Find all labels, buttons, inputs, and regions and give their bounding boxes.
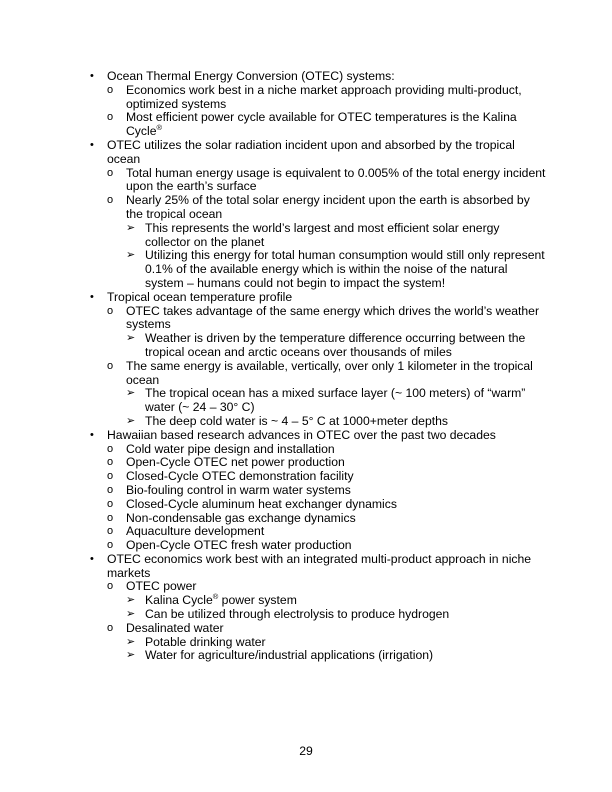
bullet-marker: o — [107, 83, 114, 96]
item-text: The same energy is available, vertically, over only 1 kilometer in the tropical ocean — [126, 358, 533, 387]
item-text: The tropical ocean has a mixed surface layer (~ 100 meters) of “warm” water (~ 24 – 30° C) — [145, 386, 526, 415]
list-item-level-2 — [88, 194, 548, 222]
item-text: Potable drinking water — [145, 634, 266, 649]
list-item-level-3 — [88, 332, 548, 360]
bullet-marker: o — [107, 525, 114, 538]
item-text: Open-Cycle OTEC fresh water production — [126, 538, 352, 553]
item-text: OTEC utilizes the solar radiation incident upon and absorbed by the tropical ocean — [107, 137, 515, 166]
item-text: The deep cold water is ~ 4 – 5° C at 1000+meter depths — [145, 413, 448, 428]
list-item-level-3 — [88, 249, 548, 290]
list-item-level-2 — [88, 539, 548, 553]
bullet-marker: • — [90, 552, 94, 565]
bullet-marker: ➢ — [126, 635, 136, 648]
list-item-level-2 — [88, 305, 548, 333]
item-text: Tropical ocean temperature profile — [107, 289, 293, 304]
item-text: Water for agriculture/industrial applications (irrigation) — [145, 648, 434, 663]
bullet-marker: o — [107, 456, 114, 469]
list-item-level-2 — [88, 443, 548, 457]
item-text: Bio-fouling control in warm water systems — [126, 482, 351, 497]
bullet-marker: o — [107, 304, 114, 317]
bullet-outline — [88, 70, 548, 663]
item-text: Nearly 25% of the total solar energy incident upon the earth is absorbed by the tropical ocean — [126, 193, 530, 221]
list-item-level-3 — [88, 387, 548, 415]
item-text-tail: power system — [218, 593, 297, 608]
list-item-level-1 — [88, 553, 548, 581]
item-text: Ocean Thermal Energy Conversion (OTEC) systems: — [107, 69, 395, 83]
bullet-marker: • — [90, 290, 94, 303]
item-text: Utilizing this energy for total human consumption would still only represent 0.1% of the available energy which is within the noise of the natural system – humans could not begin to impact the system! — [145, 248, 545, 290]
item-text: Economics work best in a niche market approach providing multi-product, optimized systems — [126, 82, 522, 111]
bullet-marker: o — [107, 539, 114, 552]
list-item-level-2 — [88, 512, 548, 526]
item-text: OTEC takes advantage of the same energy which drives the world’s weather systems — [126, 303, 540, 332]
page-number: 29 — [299, 744, 313, 758]
list-item-level-2 — [88, 167, 548, 195]
list-item-level-2 — [88, 622, 548, 636]
document-body — [88, 70, 548, 663]
list-item-level-3 — [88, 415, 548, 429]
registered-mark: ® — [156, 123, 163, 133]
item-text: Non-condensable gas exchange dynamics — [126, 510, 356, 525]
list-item-level-2 — [88, 84, 548, 112]
bullet-marker: ➢ — [126, 649, 136, 662]
list-item-level-2 — [88, 470, 548, 484]
item-text: Total human energy usage is equivalent to 0.005% of the total energy incident upon the earth’s surface — [126, 165, 546, 194]
bullet-marker: o — [107, 483, 114, 496]
list-item-level-2 — [88, 484, 548, 498]
list-item-level-2 — [88, 111, 548, 139]
bullet-marker: • — [90, 138, 94, 151]
item-text: Most efficient power cycle available for OTEC temperatures is the Kalina Cycle — [126, 110, 517, 139]
list-item-level-1 — [88, 139, 548, 167]
list-item-level-3 — [88, 649, 548, 663]
list-item-level-3 — [88, 222, 548, 250]
bullet-marker: o — [107, 166, 114, 179]
item-text: Open-Cycle OTEC net power production — [126, 455, 345, 470]
bullet-marker: ➢ — [126, 249, 136, 262]
bullet-marker: o — [107, 621, 114, 634]
bullet-marker: o — [107, 580, 114, 593]
bullet-marker: ➢ — [126, 387, 136, 400]
list-item-level-2 — [88, 498, 548, 512]
item-text: Kalina Cycle — [145, 593, 213, 608]
bullet-marker: ➢ — [126, 608, 136, 621]
bullet-marker: • — [90, 428, 94, 441]
item-text: Closed-Cycle OTEC demonstration facility — [126, 469, 354, 484]
item-text: Hawaiian based research advances in OTEC over the past two decades — [107, 427, 496, 442]
item-text: Desalinated water — [126, 620, 224, 635]
bullet-marker: o — [107, 111, 114, 124]
bullet-marker: o — [107, 359, 114, 372]
item-text: Aquaculture development — [126, 524, 265, 539]
list-item-level-1 — [88, 70, 548, 84]
bullet-marker: o — [107, 511, 114, 524]
bullet-marker: ➢ — [126, 332, 136, 345]
bullet-marker: o — [107, 194, 114, 207]
list-item-level-2 — [88, 525, 548, 539]
list-item-level-2 — [88, 360, 548, 388]
bullet-marker: ➢ — [126, 221, 136, 234]
list-item-level-3 — [88, 636, 548, 650]
bullet-marker: o — [107, 442, 114, 455]
list-item-level-3 — [88, 594, 548, 608]
bullet-marker: o — [107, 497, 114, 510]
item-text: Cold water pipe design and installation — [126, 441, 335, 456]
item-text: Weather is driven by the temperature difference occurring between the tropical ocean and arctic oceans over thousands of miles — [145, 331, 526, 359]
registered-mark: ® — [212, 592, 219, 602]
bullet-marker: ➢ — [126, 414, 136, 427]
item-text: Can be utilized through electrolysis to produce hydrogen — [145, 607, 450, 622]
item-text: OTEC economics work best with an integrated multi-product approach in niche markets — [107, 551, 532, 580]
list-item-level-1 — [88, 291, 548, 305]
list-item-level-1 — [88, 429, 548, 443]
item-text: OTEC power — [126, 579, 197, 594]
item-text: This represents the world’s largest and most efficient solar energy collector on the planet — [145, 220, 500, 249]
bullet-marker: o — [107, 470, 114, 483]
list-item-level-3 — [88, 608, 548, 622]
list-item-level-2 — [88, 456, 548, 470]
bullet-marker: ➢ — [126, 594, 136, 607]
item-text: Closed-Cycle aluminum heat exchanger dynamics — [126, 496, 397, 511]
bullet-marker: • — [90, 70, 94, 82]
